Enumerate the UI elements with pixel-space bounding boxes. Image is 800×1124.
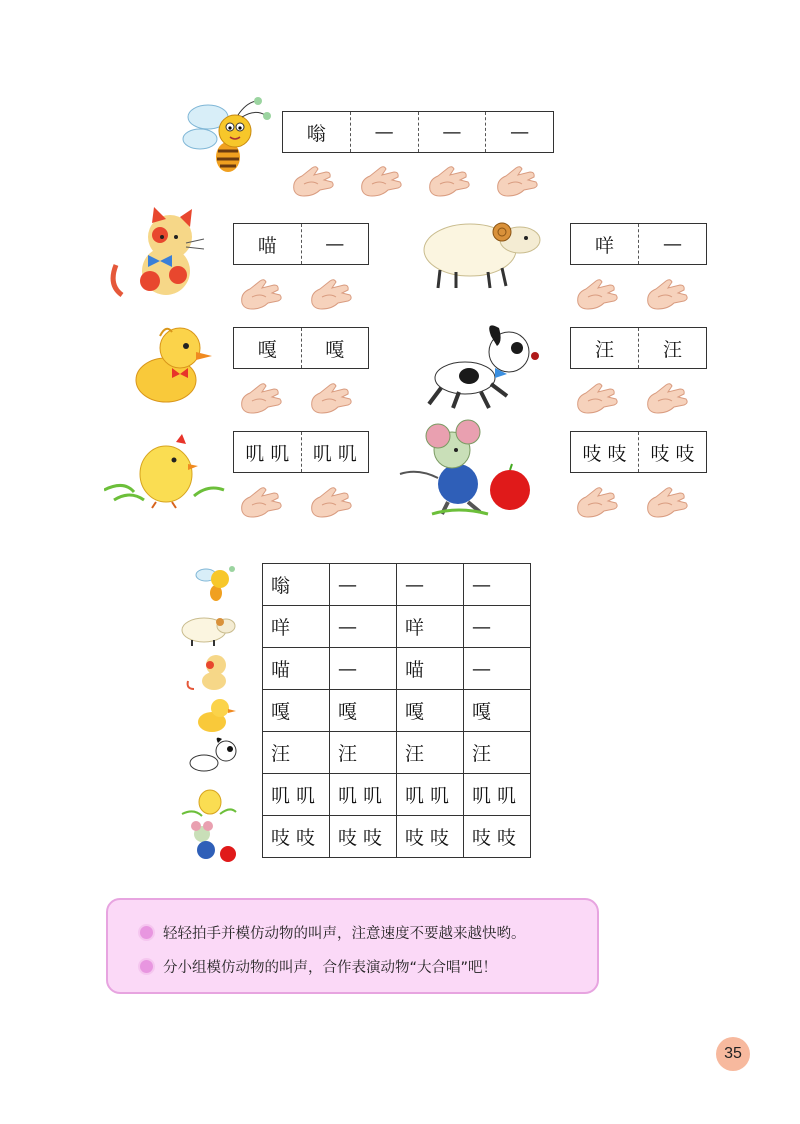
clap-row <box>288 160 542 200</box>
clapping-hands-icon <box>492 160 542 200</box>
clapping-hands-icon <box>642 481 692 521</box>
instruction-item <box>138 956 497 977</box>
table-cell: 喵 <box>263 648 330 690</box>
clapping-hands-icon <box>306 481 356 521</box>
rhythm-cell: 吱 吱 <box>582 442 627 465</box>
bee-icon <box>180 95 275 180</box>
rhythm-cell: — <box>350 112 418 152</box>
table-cell: 吱 吱 <box>397 816 464 858</box>
table-cell: 叽 叽 <box>464 774 531 816</box>
clap-row <box>236 481 356 521</box>
clapping-hands-icon <box>306 273 356 313</box>
bullet-icon <box>138 958 155 975</box>
table-cell: 嘎 <box>263 690 330 732</box>
instruction-note <box>106 898 599 994</box>
table-cell: 吱 吱 <box>464 816 531 858</box>
dog-icon <box>425 322 545 410</box>
bullet-icon <box>138 924 155 941</box>
sheep-icon <box>178 608 236 648</box>
table-cell: 汪 <box>397 732 464 774</box>
dog-icon <box>184 737 242 777</box>
duck-icon <box>190 694 242 734</box>
clapping-hands-icon <box>572 481 622 521</box>
table-row <box>263 648 531 690</box>
clapping-hands-icon <box>288 160 338 200</box>
rhythm-cell: — <box>418 112 486 152</box>
clap-row <box>236 273 356 313</box>
cat-icon <box>108 205 208 300</box>
animal-sound-table <box>262 563 531 858</box>
clapping-hands-icon <box>236 377 286 417</box>
rhythm-cell: 咩 <box>594 234 614 257</box>
table-cell: 汪 <box>263 732 330 774</box>
bee-icon <box>190 563 242 603</box>
table-row <box>263 564 531 606</box>
clap-row <box>572 481 692 521</box>
rhythm-cell: 叽 叽 <box>245 442 290 465</box>
page-number: 35 <box>716 1037 750 1071</box>
cat-icon <box>184 651 236 691</box>
sheep-rhythm-box <box>570 223 707 265</box>
bee-rhythm-box <box>282 111 554 153</box>
clapping-hands-icon <box>642 377 692 417</box>
chick-icon <box>104 430 229 510</box>
clap-row <box>572 273 692 313</box>
rhythm-cell: 喵 <box>257 234 277 257</box>
clap-row <box>572 377 692 417</box>
duck-icon <box>130 318 215 408</box>
table-row <box>263 774 531 816</box>
rhythm-cell: 汪 <box>638 328 706 368</box>
rhythm-cell: 嘎 <box>257 338 277 361</box>
clapping-hands-icon <box>236 273 286 313</box>
rhythm-cell: — <box>301 224 369 264</box>
table-row <box>263 816 531 858</box>
rhythm-cell: 嗡 <box>306 122 326 145</box>
clap-row <box>236 377 356 417</box>
table-cell: 嗡 <box>263 564 330 606</box>
chick-icon <box>180 780 238 820</box>
table-cell: 嘎 <box>397 690 464 732</box>
mouse-rhythm-box <box>570 431 707 473</box>
mouse-icon <box>398 418 548 518</box>
mouse-icon <box>178 820 242 866</box>
table-row <box>263 732 531 774</box>
table-cell: 咩 <box>263 606 330 648</box>
table-cell: — <box>330 648 397 690</box>
rhythm-cell: — <box>638 224 706 264</box>
clapping-hands-icon <box>356 160 406 200</box>
rhythm-cell: — <box>485 112 553 152</box>
table-row <box>263 606 531 648</box>
table-cell: 吱 吱 <box>263 816 330 858</box>
table-cell: 喵 <box>397 648 464 690</box>
table-cell: — <box>464 564 531 606</box>
table-cell: 嘎 <box>330 690 397 732</box>
table-cell: 汪 <box>464 732 531 774</box>
sheep-icon <box>418 212 543 292</box>
clapping-hands-icon <box>236 481 286 521</box>
rhythm-cell: 叽 叽 <box>301 432 369 472</box>
table-cell: 嘎 <box>464 690 531 732</box>
table-cell: 叽 叽 <box>263 774 330 816</box>
table-cell: 汪 <box>330 732 397 774</box>
clapping-hands-icon <box>424 160 474 200</box>
table-cell: — <box>330 564 397 606</box>
table-cell: — <box>397 564 464 606</box>
duck-rhythm-box <box>233 327 369 369</box>
rhythm-cell: 汪 <box>594 338 614 361</box>
table-cell: — <box>464 648 531 690</box>
clapping-hands-icon <box>306 377 356 417</box>
clapping-hands-icon <box>642 273 692 313</box>
table-row <box>263 690 531 732</box>
rhythm-cell: 嘎 <box>301 328 369 368</box>
instruction-text: 轻轻拍手并模仿动物的叫声，注意速度不要越来越快哟。 <box>163 926 526 942</box>
cat-rhythm-box <box>233 223 369 265</box>
instruction-item <box>138 922 526 943</box>
clapping-hands-icon <box>572 273 622 313</box>
table-cell: — <box>330 606 397 648</box>
dog-rhythm-box <box>570 327 707 369</box>
clapping-hands-icon <box>572 377 622 417</box>
rhythm-cell: 吱 吱 <box>638 432 706 472</box>
table-cell: 叽 叽 <box>330 774 397 816</box>
table-cell: 叽 叽 <box>397 774 464 816</box>
chick-rhythm-box <box>233 431 369 473</box>
table-cell: 咩 <box>397 606 464 648</box>
table-cell: — <box>464 606 531 648</box>
instruction-text: 分小组模仿动物的叫声，合作表演动物“大合唱”吧！ <box>163 960 498 976</box>
table-cell: 吱 吱 <box>330 816 397 858</box>
